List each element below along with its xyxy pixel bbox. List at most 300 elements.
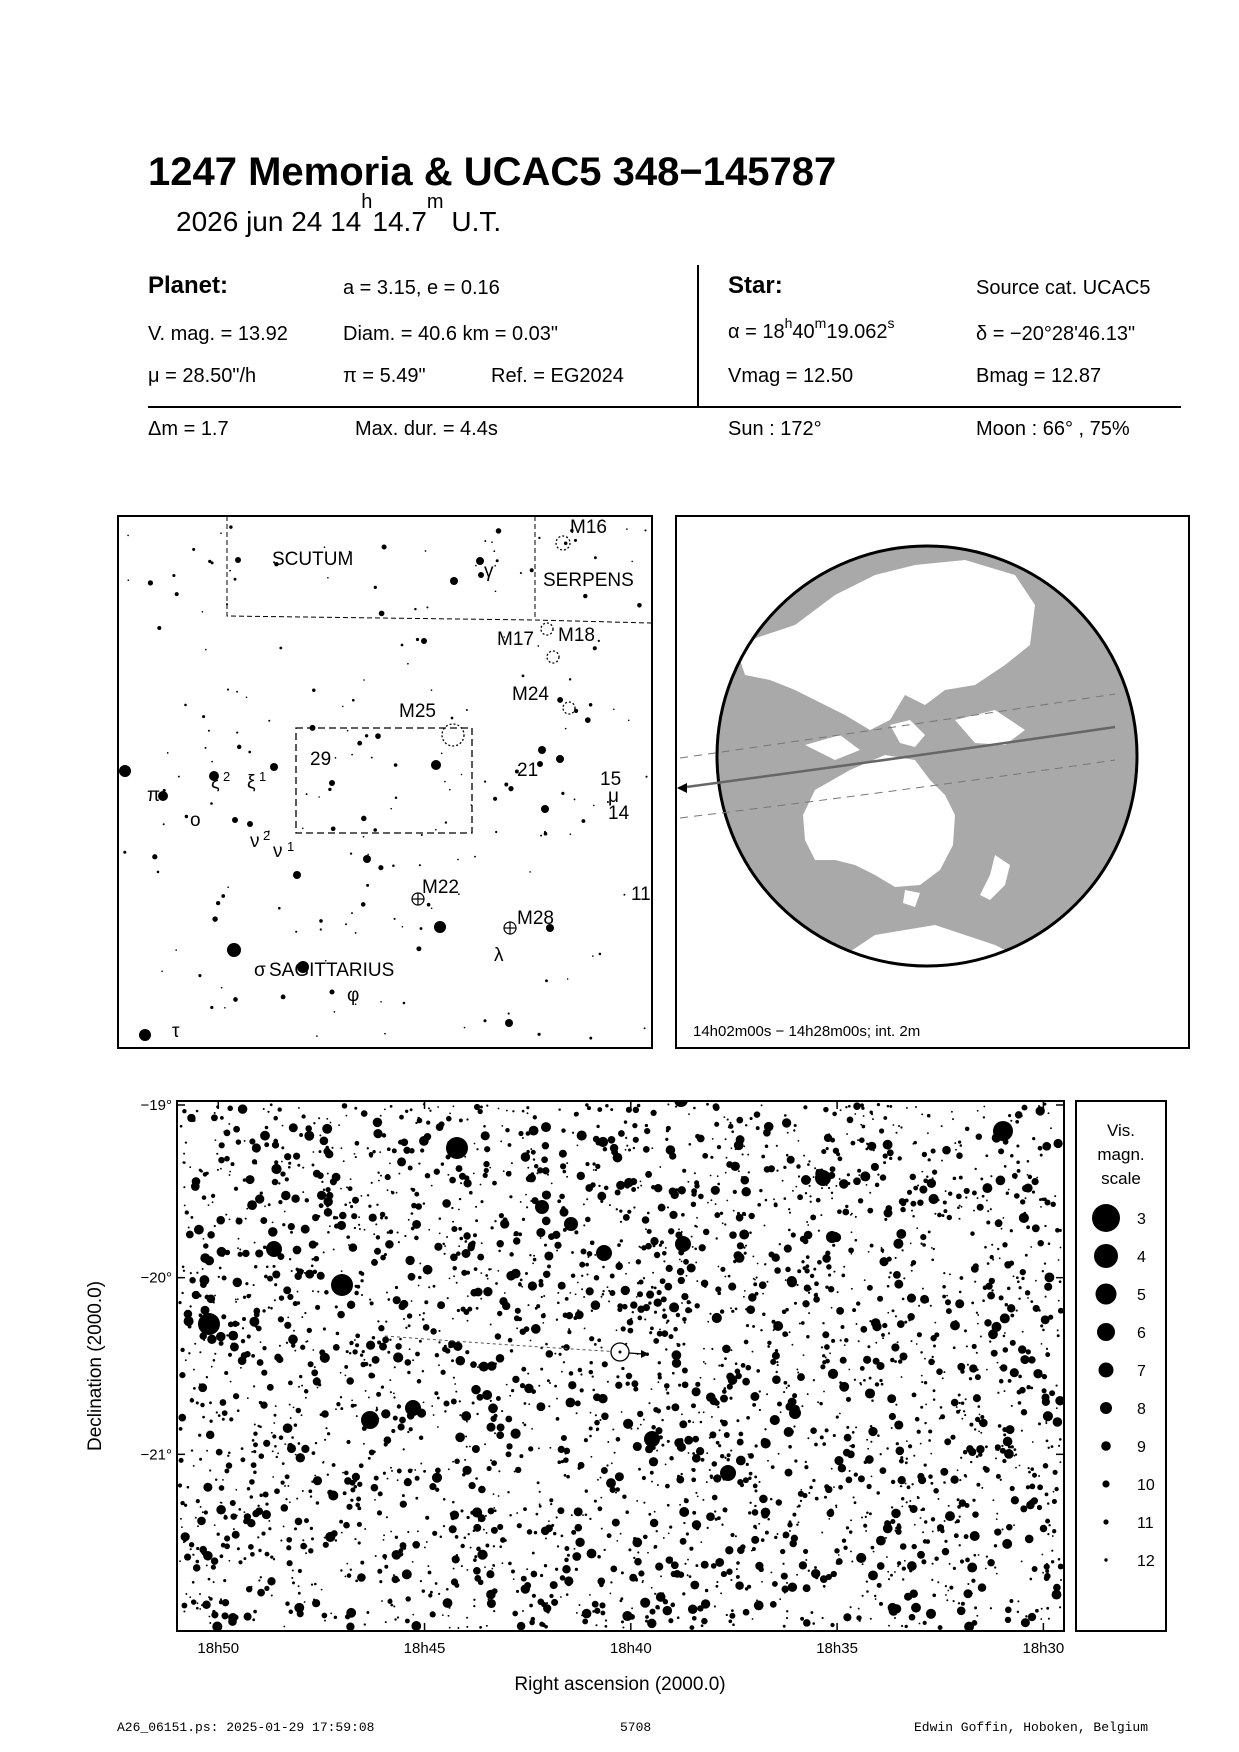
field-star xyxy=(679,1504,681,1506)
field-star xyxy=(387,1599,392,1604)
field-star xyxy=(268,1554,270,1556)
field-star xyxy=(965,1558,970,1563)
field-star xyxy=(1040,1206,1042,1208)
field-star xyxy=(1040,1525,1048,1533)
field-star xyxy=(877,1562,885,1570)
field-star xyxy=(657,1484,659,1486)
field-star xyxy=(610,1593,612,1595)
field-star xyxy=(947,1215,952,1220)
field-star xyxy=(842,1539,846,1543)
dec-axis-label: Declination (2000.0) xyxy=(85,1280,106,1452)
field-star xyxy=(255,1194,264,1203)
field-star xyxy=(936,1368,943,1375)
field-star xyxy=(736,1117,743,1124)
field-star xyxy=(567,1330,571,1334)
field-star xyxy=(1010,1154,1014,1158)
field-star xyxy=(919,1186,927,1194)
field-star xyxy=(490,1362,493,1365)
field-star xyxy=(977,1448,980,1451)
field-star xyxy=(216,1411,218,1413)
field-star xyxy=(268,1203,271,1206)
field-star xyxy=(667,1103,669,1105)
field-star xyxy=(940,1406,943,1409)
finder-star xyxy=(227,943,241,957)
field-star xyxy=(924,1298,929,1303)
field-star xyxy=(184,1204,186,1206)
label-mu: μ xyxy=(608,786,619,807)
finder-star xyxy=(295,931,297,933)
field-star xyxy=(843,1266,845,1268)
field-star xyxy=(645,1243,652,1250)
field-star xyxy=(650,1327,654,1331)
field-star xyxy=(956,1406,958,1408)
field-star xyxy=(405,1596,410,1601)
field-star xyxy=(816,1198,821,1203)
field-star xyxy=(743,1477,749,1483)
field-star xyxy=(835,1506,837,1508)
field-star xyxy=(890,1519,895,1524)
field-star xyxy=(712,1461,718,1467)
field-star xyxy=(324,1620,326,1622)
field-star xyxy=(1025,1254,1028,1257)
field-star xyxy=(794,1124,797,1127)
field-star xyxy=(717,1406,719,1408)
field-star xyxy=(679,1507,689,1517)
field-star xyxy=(387,1298,390,1301)
field-star xyxy=(566,1176,568,1178)
field-star xyxy=(987,1262,990,1265)
field-star xyxy=(943,1371,945,1373)
field-star xyxy=(745,1308,747,1310)
field-star xyxy=(752,1509,759,1516)
field-star xyxy=(618,1130,625,1137)
field-star xyxy=(834,1548,839,1553)
field-star xyxy=(284,1443,286,1445)
field-star xyxy=(460,1182,462,1184)
field-star xyxy=(712,1495,718,1501)
field-star xyxy=(444,1245,446,1247)
field-star xyxy=(479,1551,482,1554)
field-star xyxy=(761,1538,765,1542)
finder-star xyxy=(246,697,248,699)
field-star xyxy=(443,1400,449,1406)
legend-mag-label: 4 xyxy=(1137,1249,1146,1266)
field-star xyxy=(764,1428,766,1430)
field-star xyxy=(920,1443,922,1445)
field-star xyxy=(1046,1563,1048,1565)
field-star xyxy=(407,1431,409,1433)
field-star xyxy=(867,1142,876,1151)
field-star xyxy=(690,1581,699,1590)
field-star xyxy=(642,1581,644,1583)
footer-author: Edwin Goffin, Hoboken, Belgium xyxy=(914,1720,1149,1735)
field-star xyxy=(330,1612,332,1614)
field-star xyxy=(678,1228,680,1230)
field-star xyxy=(1058,1558,1061,1561)
finder-star xyxy=(373,828,377,832)
field-star xyxy=(684,1321,686,1323)
field-star xyxy=(945,1594,947,1596)
field-star xyxy=(383,1534,385,1536)
field-star xyxy=(397,1616,399,1618)
field-star xyxy=(522,1137,524,1139)
field-star xyxy=(230,1381,232,1383)
field-star xyxy=(257,1505,259,1507)
field-star xyxy=(718,1266,720,1268)
field-star xyxy=(293,1407,295,1409)
field-star xyxy=(505,1416,512,1423)
field-star xyxy=(556,1250,558,1252)
field-star xyxy=(483,1529,485,1531)
field-star xyxy=(851,1444,855,1448)
field-star xyxy=(356,1497,361,1502)
field-star xyxy=(452,1501,455,1504)
field-star xyxy=(602,1361,608,1367)
field-star xyxy=(910,1243,912,1245)
field-star xyxy=(289,1123,298,1132)
field-star xyxy=(415,1352,420,1357)
field-star xyxy=(1021,1430,1023,1432)
field-star xyxy=(183,1153,185,1155)
field-star xyxy=(180,1518,182,1520)
finder-star xyxy=(375,733,381,739)
field-star xyxy=(617,1307,622,1312)
field-star xyxy=(648,1513,651,1516)
field-star xyxy=(293,1301,298,1306)
field-star xyxy=(442,1243,445,1246)
field-star xyxy=(497,1270,499,1272)
field-star xyxy=(422,1318,425,1321)
field-star xyxy=(1057,1334,1060,1337)
field-star xyxy=(796,1164,800,1168)
field-star xyxy=(486,1423,495,1432)
field-star xyxy=(682,1592,685,1595)
field-star xyxy=(228,1613,238,1623)
field-star xyxy=(372,1336,376,1340)
field-star xyxy=(959,1291,962,1294)
field-star xyxy=(716,1441,720,1445)
field-star xyxy=(405,1256,414,1265)
field-star xyxy=(301,1316,303,1318)
field-star xyxy=(241,1352,248,1359)
finder-star xyxy=(366,884,369,887)
field-star xyxy=(183,1270,185,1272)
field-star xyxy=(462,1466,471,1475)
field-star xyxy=(498,1495,500,1497)
field-star xyxy=(278,1200,282,1204)
field-star xyxy=(356,1415,358,1417)
field-star xyxy=(206,1431,215,1440)
field-star xyxy=(895,1404,897,1406)
field-star xyxy=(840,1339,842,1341)
field-star xyxy=(229,1106,231,1108)
field-star xyxy=(1053,1584,1061,1592)
field-star xyxy=(554,1242,561,1249)
field-star xyxy=(835,1505,837,1507)
field-star xyxy=(247,1200,257,1210)
field-star xyxy=(810,1274,814,1278)
field-star xyxy=(185,1359,187,1361)
field-star xyxy=(911,1210,913,1212)
field-star xyxy=(607,1381,609,1383)
field-star xyxy=(492,1181,497,1186)
field-star xyxy=(526,1150,530,1154)
legend-mag-label: 3 xyxy=(1137,1211,1146,1228)
field-star xyxy=(1028,1175,1032,1179)
field-star xyxy=(1025,1197,1027,1199)
field-star xyxy=(831,1192,833,1194)
field-star xyxy=(1000,1313,1010,1323)
field-star xyxy=(295,1518,303,1526)
field-star xyxy=(640,1185,642,1187)
field-star xyxy=(887,1312,889,1314)
field-star xyxy=(1014,1193,1020,1199)
field-star xyxy=(575,1400,581,1406)
field-star xyxy=(271,1164,281,1174)
finder-star xyxy=(522,675,525,678)
field-star xyxy=(193,1387,196,1390)
field-star xyxy=(459,1198,461,1200)
field-star xyxy=(983,1424,985,1426)
field-star xyxy=(977,1110,979,1112)
field-star xyxy=(1059,1606,1061,1608)
field-star xyxy=(338,1124,340,1126)
field-star xyxy=(520,1328,526,1334)
field-star xyxy=(533,1328,536,1331)
field-star xyxy=(225,1214,227,1216)
field-star xyxy=(770,1601,777,1608)
field-star xyxy=(980,1415,984,1419)
field-star xyxy=(782,1118,791,1127)
field-star xyxy=(282,1125,284,1127)
field-star xyxy=(194,1343,196,1345)
field-star xyxy=(557,1545,559,1547)
field-star xyxy=(188,1227,190,1229)
field-star xyxy=(868,1251,870,1253)
finder-star xyxy=(316,1035,318,1037)
field-star xyxy=(710,1199,712,1201)
field-star xyxy=(623,1214,630,1221)
field-star xyxy=(229,1171,231,1173)
field-star xyxy=(578,1368,583,1373)
field-star xyxy=(207,1231,215,1239)
finder-star xyxy=(557,697,563,703)
label-nu2: ν xyxy=(250,831,260,852)
finder-star xyxy=(226,603,228,605)
field-star xyxy=(219,1485,225,1491)
field-star xyxy=(729,1613,735,1619)
field-star xyxy=(826,1147,829,1150)
field-star xyxy=(539,1491,541,1493)
field-star xyxy=(279,1435,284,1440)
field-star xyxy=(298,1585,300,1587)
field-star xyxy=(845,1205,848,1208)
field-star xyxy=(897,1565,899,1567)
field-star xyxy=(420,1580,422,1582)
finder-star xyxy=(585,717,591,723)
field-star xyxy=(243,1296,246,1299)
field-star xyxy=(959,1544,961,1546)
field-star xyxy=(316,1501,319,1504)
field-star xyxy=(995,1457,997,1459)
field-star xyxy=(871,1113,873,1115)
field-star xyxy=(700,1421,703,1424)
field-star xyxy=(209,1616,211,1618)
field-star xyxy=(616,1208,618,1210)
field-star xyxy=(300,1345,305,1350)
field-star xyxy=(942,1146,951,1155)
field-star xyxy=(692,1421,694,1423)
field-star xyxy=(311,1258,313,1260)
field-star xyxy=(867,1208,873,1214)
field-star xyxy=(797,1269,801,1273)
field-star xyxy=(418,1276,422,1280)
field-star xyxy=(851,1288,853,1290)
field-star xyxy=(964,1414,966,1416)
field-star xyxy=(627,1210,631,1214)
field-star xyxy=(391,1191,393,1193)
field-star xyxy=(817,1260,822,1265)
finder-star xyxy=(471,804,473,806)
field-star xyxy=(965,1398,967,1400)
field-star xyxy=(961,1206,963,1208)
field-star xyxy=(512,1376,519,1383)
field-star xyxy=(241,1339,245,1343)
field-star xyxy=(820,1575,828,1583)
field-star xyxy=(405,1400,421,1416)
field-star xyxy=(772,1254,780,1262)
field-star xyxy=(487,1466,492,1471)
field-star xyxy=(589,1370,594,1375)
field-star xyxy=(721,1455,723,1457)
field-star xyxy=(549,1382,551,1384)
field-star xyxy=(600,1611,605,1616)
field-star xyxy=(355,1480,357,1482)
field-star xyxy=(467,1320,469,1322)
field-star xyxy=(921,1381,923,1383)
finder-star xyxy=(235,557,241,563)
field-star xyxy=(654,1252,660,1258)
field-star xyxy=(474,1143,476,1145)
field-star xyxy=(465,1350,469,1354)
field-star xyxy=(268,1527,271,1530)
field-star xyxy=(490,1416,496,1422)
field-star xyxy=(559,1353,562,1356)
field-star xyxy=(319,1150,322,1153)
field-star xyxy=(312,1214,319,1221)
field-star xyxy=(895,1257,897,1259)
planet-diameter: Diam. = 40.6 km = 0.03" xyxy=(343,323,558,345)
field-star xyxy=(789,1212,791,1214)
field-star xyxy=(806,1255,810,1259)
field-star xyxy=(893,1239,903,1249)
field-star xyxy=(594,1500,597,1503)
field-star xyxy=(821,1532,823,1534)
field-star xyxy=(933,1398,936,1401)
field-star xyxy=(281,1161,283,1163)
field-star xyxy=(549,1447,551,1449)
field-star xyxy=(344,1365,348,1369)
field-star xyxy=(584,1327,586,1329)
field-star xyxy=(692,1511,696,1515)
field-star xyxy=(787,1385,790,1388)
field-star xyxy=(658,1381,660,1383)
field-star xyxy=(974,1281,976,1283)
field-star xyxy=(354,1291,358,1295)
field-star xyxy=(807,1163,810,1166)
finder-star xyxy=(363,679,365,681)
field-star xyxy=(884,1218,887,1221)
field-star xyxy=(216,1216,225,1225)
field-star xyxy=(389,1163,391,1165)
field-star xyxy=(500,1219,509,1228)
field-star xyxy=(857,1169,861,1173)
field-star xyxy=(503,1170,505,1172)
finder-star xyxy=(163,789,166,792)
field-star xyxy=(215,1139,217,1141)
field-star xyxy=(476,1413,478,1415)
field-star xyxy=(527,1529,533,1535)
field-star xyxy=(265,1126,269,1130)
field-star xyxy=(730,1307,732,1309)
field-star xyxy=(784,1381,788,1385)
field-star xyxy=(864,1279,866,1281)
field-star xyxy=(1018,1401,1022,1405)
field-star xyxy=(691,1202,696,1207)
field-star xyxy=(1025,1535,1034,1544)
field-star xyxy=(1030,1467,1034,1471)
field-star xyxy=(304,1131,314,1141)
field-star xyxy=(390,1105,393,1108)
field-star xyxy=(928,1230,931,1233)
field-star xyxy=(460,1237,463,1240)
field-star xyxy=(849,1530,852,1533)
field-star xyxy=(572,1552,581,1561)
field-star xyxy=(605,1104,608,1107)
field-star xyxy=(651,1147,653,1149)
field-star xyxy=(284,1322,291,1329)
field-star xyxy=(444,1345,447,1348)
field-star xyxy=(415,1203,422,1210)
field-star xyxy=(202,1416,205,1419)
field-star xyxy=(706,1512,715,1521)
field-star xyxy=(973,1394,981,1402)
field-star xyxy=(694,1248,697,1251)
field-star xyxy=(727,1458,730,1461)
field-star xyxy=(761,1155,765,1159)
field-star xyxy=(960,1559,964,1563)
field-star xyxy=(179,1560,181,1562)
field-star xyxy=(668,1533,670,1535)
field-star xyxy=(726,1200,728,1202)
field-star xyxy=(622,1626,624,1628)
field-star xyxy=(530,1340,532,1342)
field-star xyxy=(249,1317,259,1327)
field-star xyxy=(815,1576,818,1579)
field-star xyxy=(313,1256,319,1262)
finder-star xyxy=(212,916,217,921)
field-star xyxy=(414,1192,419,1197)
field-star xyxy=(271,1595,273,1597)
field-star xyxy=(542,1127,544,1129)
field-star xyxy=(773,1321,783,1331)
field-star xyxy=(282,1462,285,1465)
field-star xyxy=(621,1367,624,1370)
field-star xyxy=(218,1157,225,1164)
field-star xyxy=(314,1583,317,1586)
field-star xyxy=(851,1253,853,1255)
field-star xyxy=(490,1400,492,1402)
